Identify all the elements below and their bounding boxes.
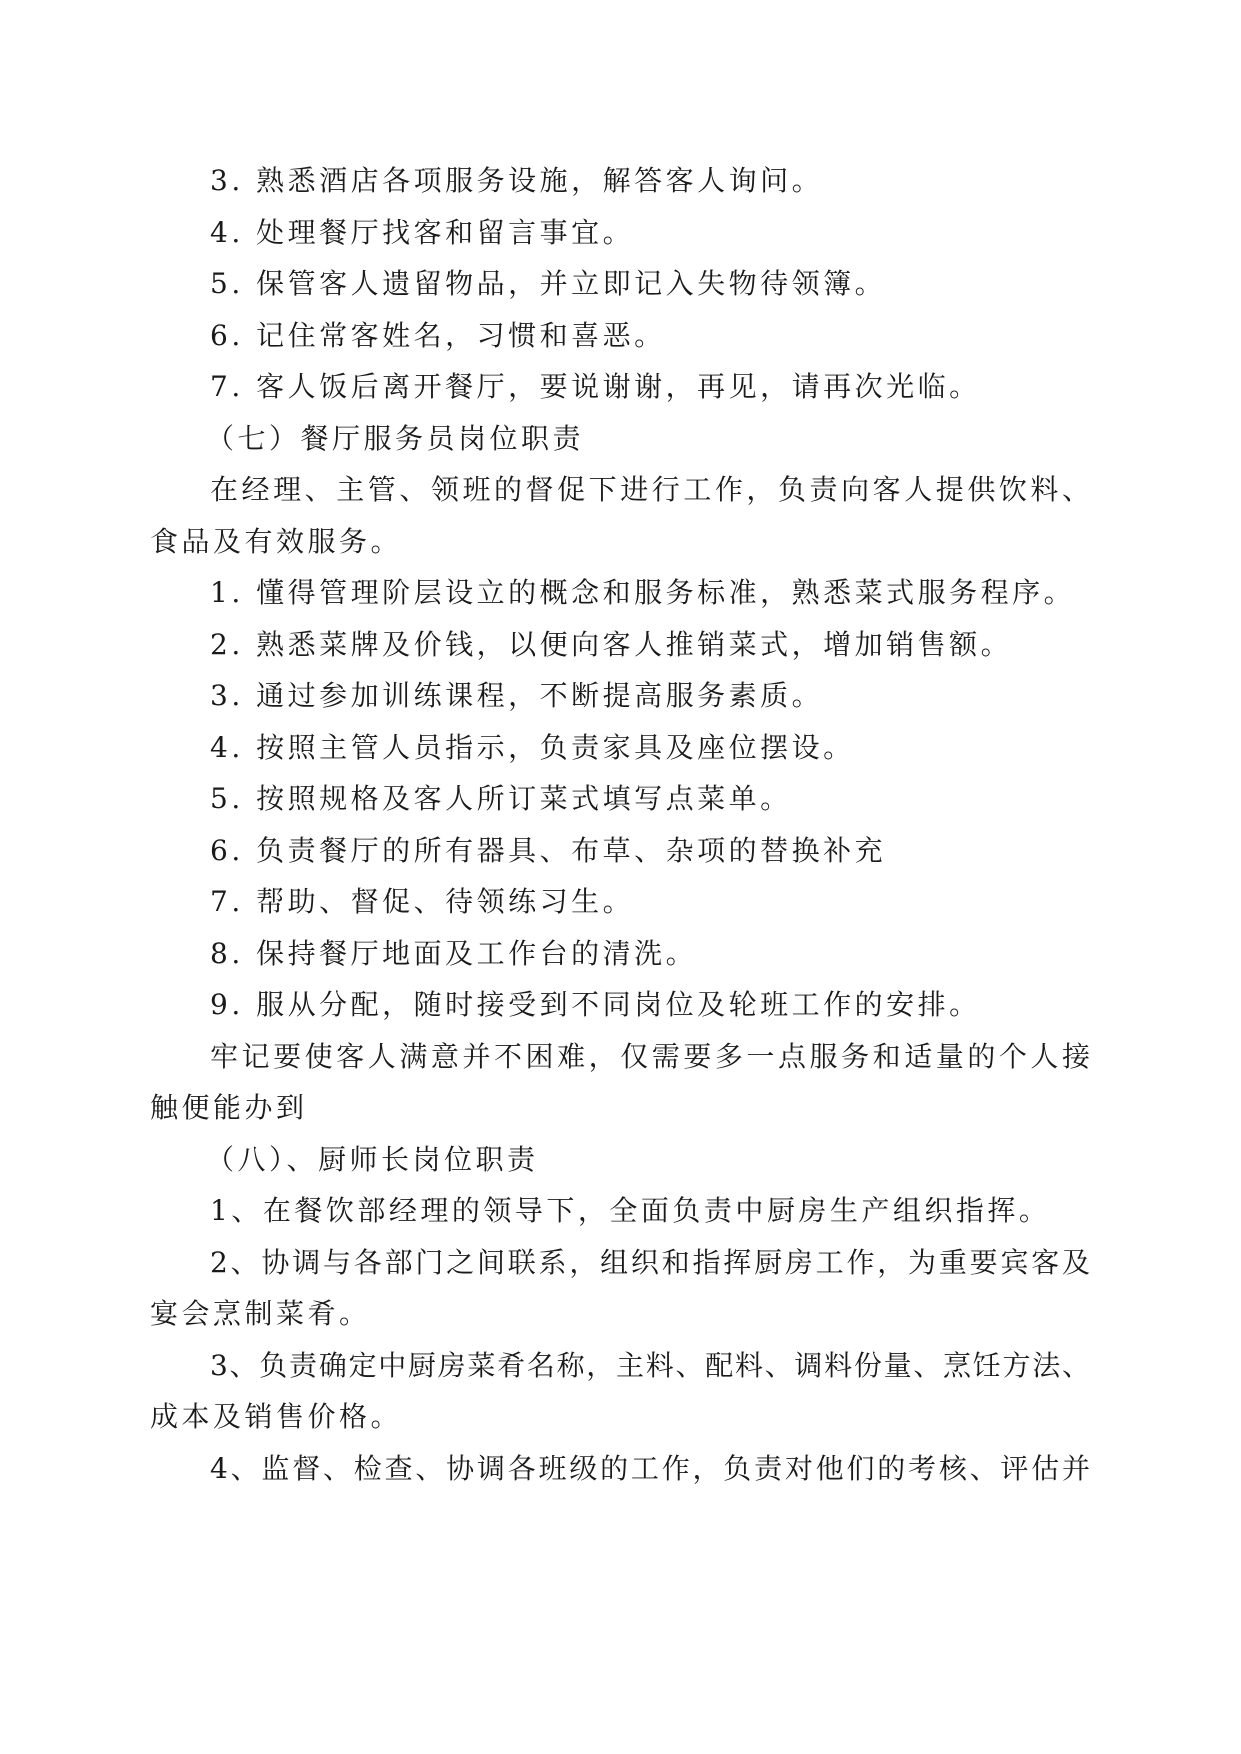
list-item: 6. 负责餐厅的所有器具、布草、杂项的替换补充	[210, 833, 887, 867]
list-item: 3. 通过参加训练课程，不断提高服务素质。	[210, 679, 824, 712]
list-item: 3. 熟悉酒店各项服务设施，解答客人询问。	[210, 164, 824, 197]
list-item: 5. 保管客人遗留物品，并立即记入失物待领簿。	[210, 267, 887, 300]
paragraph-line: 牢记要使客人满意并不困难，仅需要多一点服务和适量的个人接	[210, 1039, 1090, 1073]
list-item: 2. 熟悉菜牌及价钱，以便向客人推销菜式，增加销售额。	[210, 627, 1013, 661]
section-heading: （七）餐厅服务员岗位职责	[206, 421, 585, 455]
list-item: 6. 记住常客姓名，习惯和喜恶。	[210, 318, 666, 352]
paragraph-line: 食品及有效服务。	[150, 524, 403, 558]
list-item: 4、监督、检查、协调各班级的工作，负责对他们的考核、评估并	[210, 1451, 1090, 1485]
list-item: 8. 保持餐厅地面及工作台的清洗。	[210, 936, 698, 970]
paragraph-line: 宴会烹制菜肴。	[150, 1297, 371, 1330]
section-heading: （八）、厨师长岗位职责	[206, 1142, 539, 1176]
list-item: 2、协调与各部门之间联系，组织和指挥厨房工作，为重要宾客及	[210, 1245, 1090, 1279]
document-body	[150, 155, 1090, 1494]
paragraph-line: 成本及销售价格。	[150, 1400, 403, 1433]
list-item: 9. 服从分配，随时接受到不同岗位及轮班工作的安排。	[210, 988, 981, 1021]
paragraph-line: 在经理、主管、领班的督促下进行工作，负责向客人提供饮料、	[210, 473, 1090, 506]
list-item: 1. 懂得管理阶层设立的概念和服务标准，熟悉菜式服务程序。	[210, 576, 1076, 609]
paragraph-line: 触便能办到	[150, 1091, 308, 1124]
list-item: 4. 按照主管人员指示，负责家具及座位摆设。	[210, 730, 855, 764]
list-item: 3、负责确定中厨房菜肴名称，主料、配料、调料份量、烹饪方法、	[210, 1348, 1090, 1382]
list-item: 7. 帮助、督促、待领练习生。	[210, 885, 635, 918]
list-item: 7. 客人饭后离开餐厅，要说谢谢，再见，请再次光临。	[210, 370, 981, 403]
list-item: 4. 处理餐厅找客和留言事宜。	[210, 215, 635, 249]
list-item: 5. 按照规格及客人所订菜式填写点菜单。	[210, 782, 792, 815]
list-item: 1、在餐饮部经理的领导下，全面负责中厨房生产组织指挥。	[210, 1194, 1051, 1227]
